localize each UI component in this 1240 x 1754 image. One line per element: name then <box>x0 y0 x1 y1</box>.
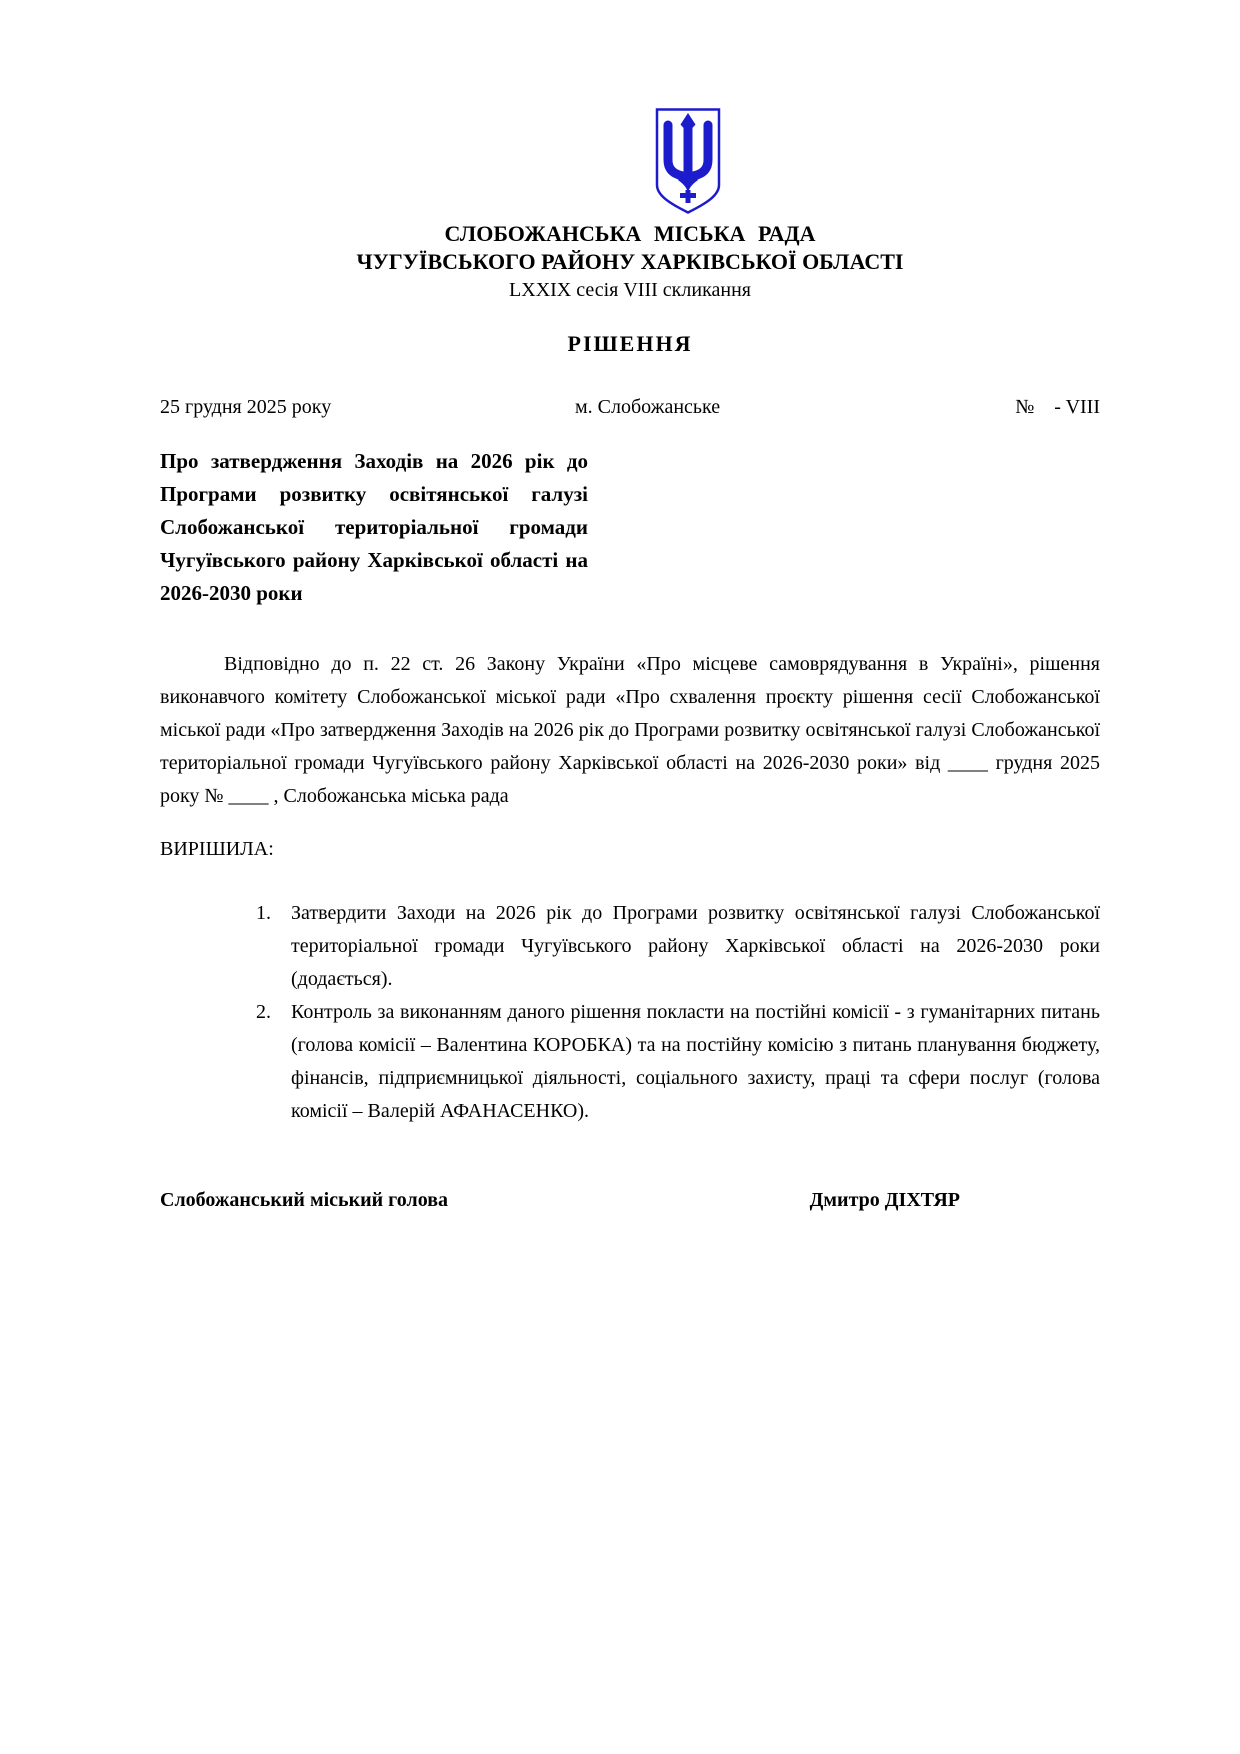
org-name-line2: ЧУГУЇВСЬКОГО РАЙОНУ ХАРКІВСЬКОЇ ОБЛАСТІ <box>356 249 904 274</box>
resolved-label: ВИРІШИЛА: <box>160 838 274 860</box>
signature-name: Дмитро ДІХТЯР <box>809 1189 960 1211</box>
org-name-line1: СЛОБОЖАНСЬКА МІСЬКА РАДА <box>444 221 816 246</box>
resolution-number: 1. <box>256 902 271 924</box>
document-place: м. Слобожанське <box>575 396 721 418</box>
session-line: LXXIX сесія VIII скликання <box>509 279 751 301</box>
resolution-item-2 <box>160 996 1100 1128</box>
signature-row <box>160 1186 1100 1214</box>
resolution-number: 2. <box>256 1001 271 1023</box>
meta-row <box>160 394 1100 421</box>
document-number: № - VIII <box>1015 396 1100 418</box>
resolutions-list <box>160 897 1100 1128</box>
resolution-text: Контроль за виконанням даного рішення покласти на постійні комісії - з гуманітарних питань (голова комісії – Валентина КОРОБКА) та на постійну комісію з питань планування бюджету, фінансів, підприємницької діяльності, соціального захисту, праці та сфери послуг (голова комісії – Валерій АФАНАСЕНКО). <box>291 1001 1100 1122</box>
document-type-title: РІШЕННЯ <box>567 331 693 356</box>
trident-shield-icon <box>655 108 721 214</box>
resolution-item-1 <box>160 897 1100 996</box>
resolution-text: Затвердити Заходи на 2026 рік до Програми розвитку освітянської галузі Слобожанської територіальної громади Чугуївського району Харківської області на 2026-2030 роки (додається). <box>291 902 1100 990</box>
signature-title: Слобожанський міський голова <box>160 1189 448 1211</box>
document-date: 25 грудня 2025 року <box>160 396 332 418</box>
preamble-paragraph: Відповідно до п. 22 ст. 26 Закону України «Про місцеве самоврядування в Україні», рішення виконавчого комітету Слобожанської міської ради «Про схвалення проєкту рішення сесії Слобожанської міської ради «Про затвердження Заходів на 2026 рік до Програми розвитку освітянської галузі Слобожанської територіальної громади Чугуївського району Харківської області на 2026-2030 роки» від ____ грудня 2025 року № ____ , Слобожанська міська рада <box>160 653 1100 807</box>
subject-paragraph: Про затвердження Заходів на 2026 рік до Програми розвитку освітянської галузі Слобожанської територіальної громади Чугуївського району Харківської області на 2026-2030 роки <box>160 449 588 605</box>
ukraine-trident-emblem <box>655 108 721 214</box>
